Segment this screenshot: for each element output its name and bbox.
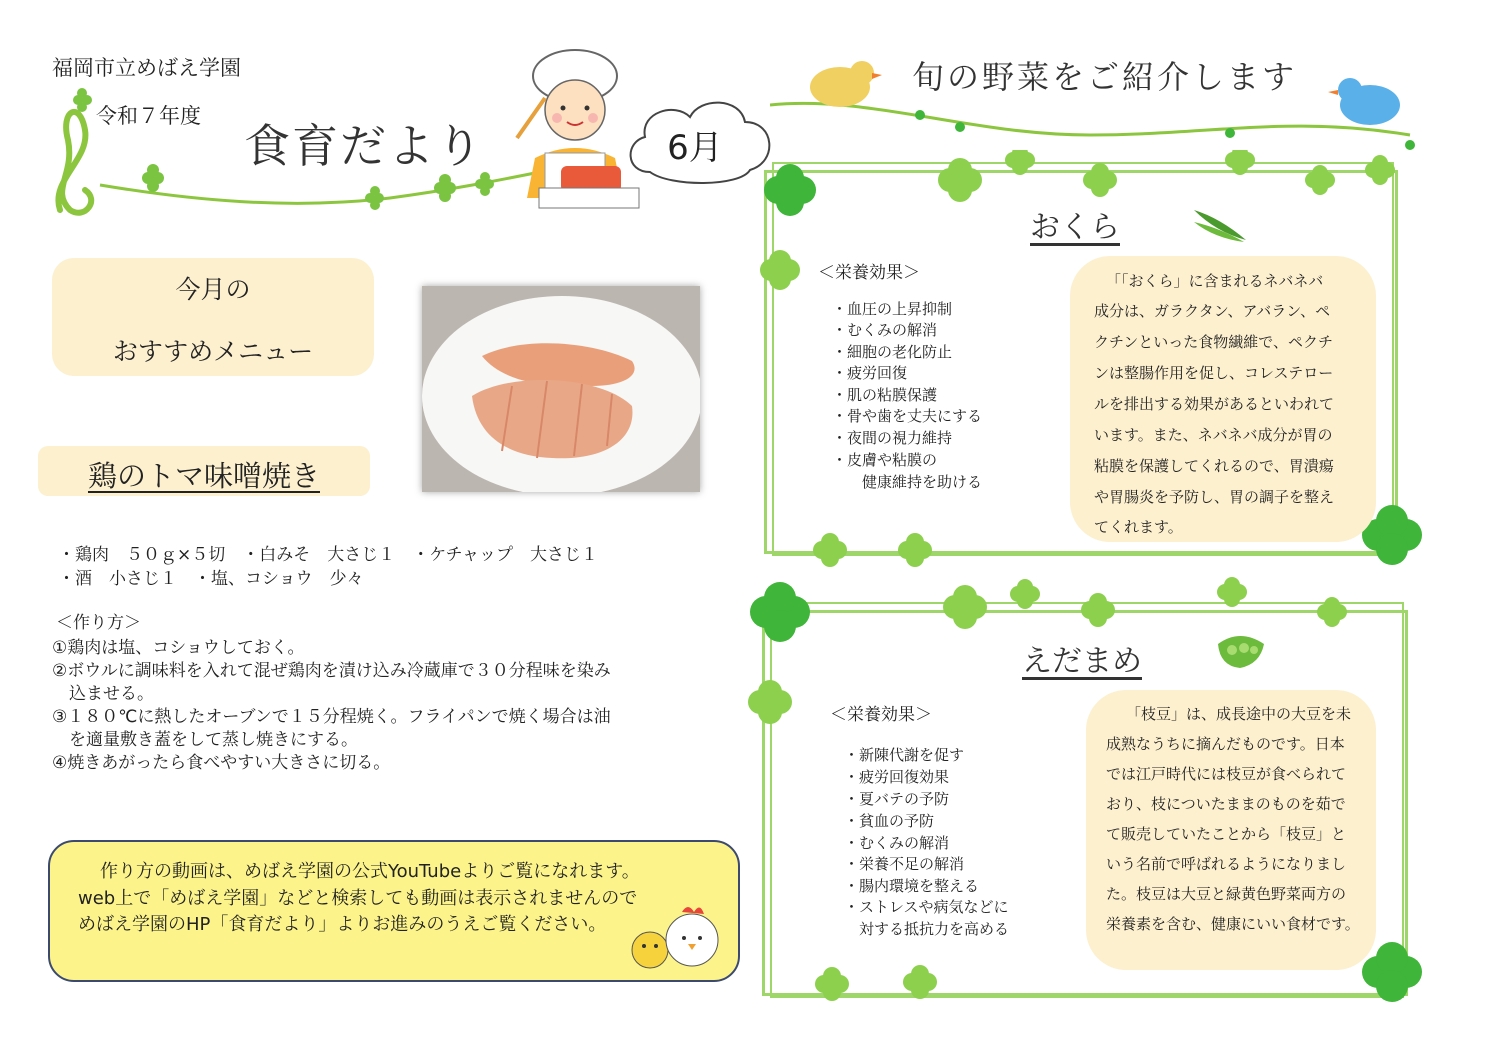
step-line: ③１８０℃に熱したオーブンで１５分程焼く。フライパンで焼く場合は油 <box>52 707 611 727</box>
edamame-desc-line: 成熟なうちに摘んだものです。日本 <box>1106 735 1345 753</box>
dish-name: 鶏のトマ味噌焼き <box>87 459 320 493</box>
month-label: 6月 <box>667 128 723 168</box>
notice-line: web上で「めばえ学園」などと検索しても動画は表示されませんので <box>78 888 638 909</box>
edamame-desc-line: 栄養素を含む、健康にいい食材です。 <box>1106 915 1360 933</box>
newsletter-title: 食育だより <box>244 119 484 173</box>
edamame-effect: ・貧血の予防 <box>844 812 935 830</box>
edamame-effect: ・疲労回復効果 <box>844 768 950 786</box>
menu-label-line2: おすすめメニュー <box>112 337 314 366</box>
okra-effect: ・夜間の視力維持 <box>832 429 953 447</box>
step-line: ④焼きあがったら食べやすい大きさに切る。 <box>52 753 391 773</box>
okra-desc-line: 「「おくら」に含まれるネバネバ <box>1106 272 1324 290</box>
edamame-desc-line: おり、枝についたままのものを茹で <box>1106 795 1346 813</box>
school-name: 福岡市立めばえ学園 <box>52 56 241 80</box>
step-line: を適量敷き蓋をして蒸し焼きにする。 <box>52 730 358 750</box>
okra-desc-line: てくれます。 <box>1094 518 1183 536</box>
okra-effect: ・皮膚や粘膜の <box>832 451 938 469</box>
step-line: 込ませる。 <box>52 684 154 704</box>
edamame-title: えだまめ <box>1022 644 1142 679</box>
notice-line: 作り方の動画は、めばえ学園の公式YouTubeよりご覧になれます。 <box>100 861 640 882</box>
steps-heading: ＜作り方＞ <box>56 613 141 633</box>
edamame-nutrition-heading: ＜栄養効果＞ <box>830 705 932 725</box>
edamame-effect: ・新陳代謝を促す <box>844 746 965 764</box>
okra-desc-line: や胃腸炎を予防し、胃の調子を整え <box>1094 488 1335 506</box>
okra-effect: ・骨や歯を丈夫にする <box>832 407 983 425</box>
okra-desc-line: ンは整腸作用を促し、コレステロー <box>1094 364 1334 382</box>
edamame-desc-line: では江戸時代には枝豆が食べられて <box>1106 765 1347 783</box>
edamame-effect: ・栄養不足の解消 <box>844 855 965 873</box>
season-heading: 旬の野菜をご紹介します <box>912 58 1298 96</box>
okra-effect: ・血圧の上昇抑制 <box>832 300 953 318</box>
okra-effect: ・細胞の老化防止 <box>832 343 953 361</box>
ingredient-line-2: ・酒 小さじ１ ・塩、コショウ 少々 <box>58 569 364 589</box>
okra-effect: 健康維持を助ける <box>832 473 983 491</box>
edamame-desc-line: た。枝豆は大豆と緑黄色野菜両方の <box>1106 885 1347 903</box>
okra-effect: ・疲労回復 <box>832 364 908 382</box>
okra-nutrition-heading: ＜栄養効果＞ <box>818 263 920 283</box>
okra-effect: ・むくみの解消 <box>832 321 938 339</box>
ingredient-line-1: ・鶏肉 ５０ｇ×５切 ・白みそ 大さじ１ ・ケチャップ 大さじ１ <box>58 545 599 565</box>
dish-photo <box>422 286 700 492</box>
okra-effect: ・肌の粘膜保護 <box>832 386 938 404</box>
notice-line: めばえ学園のHP「食育だより」よりお進みのうえご覧ください。 <box>78 914 607 935</box>
chick-rooster-icon <box>628 900 724 972</box>
okra-desc-line: 粘膜を保護してくれるので、胃潰瘍 <box>1094 457 1334 475</box>
okra-desc-line: 成分は、ガラクタン、アバラン、ペ <box>1094 302 1331 320</box>
edamame-desc-line: て販売していたことから「枝豆」と <box>1106 825 1347 843</box>
okra-desc-line: ルを排出する効果があるといわれて <box>1094 395 1335 413</box>
okra-icon <box>1190 202 1248 244</box>
edamame-effect: ・腸内環境を整える <box>844 877 980 895</box>
fiscal-year: 令和７年度 <box>96 104 201 128</box>
edamame-effect: ・ストレスや病気などに <box>844 898 1009 916</box>
step-line: ①鶏肉は塩、コショウしておく。 <box>52 638 305 658</box>
edamame-desc-line: いう名前で呼ばれるようになりまし <box>1106 855 1347 873</box>
menu-label-line1: 今月の <box>175 275 251 304</box>
edamame-effect: ・むくみの解消 <box>844 834 950 852</box>
okra-desc-line: います。また、ネバネバ成分が胃の <box>1094 426 1333 444</box>
edamame-effect: 対する抵抗力を高める <box>844 920 1010 938</box>
edamame-icon <box>1212 630 1270 674</box>
grilled-chicken-photo-icon <box>422 286 700 492</box>
edamame-desc-line: 「枝豆」は、成長途中の大豆を未 <box>1126 705 1352 723</box>
edamame-effect: ・夏バテの予防 <box>844 790 950 808</box>
okra-desc-line: クチンといった食物繊維で、ペクチ <box>1094 333 1333 351</box>
okra-title: おくら <box>1030 210 1120 245</box>
step-line: ②ボウルに調味料を入れて混ぜ鶏肉を漬け込み冷蔵庫で３０分程味を染み <box>52 661 611 681</box>
